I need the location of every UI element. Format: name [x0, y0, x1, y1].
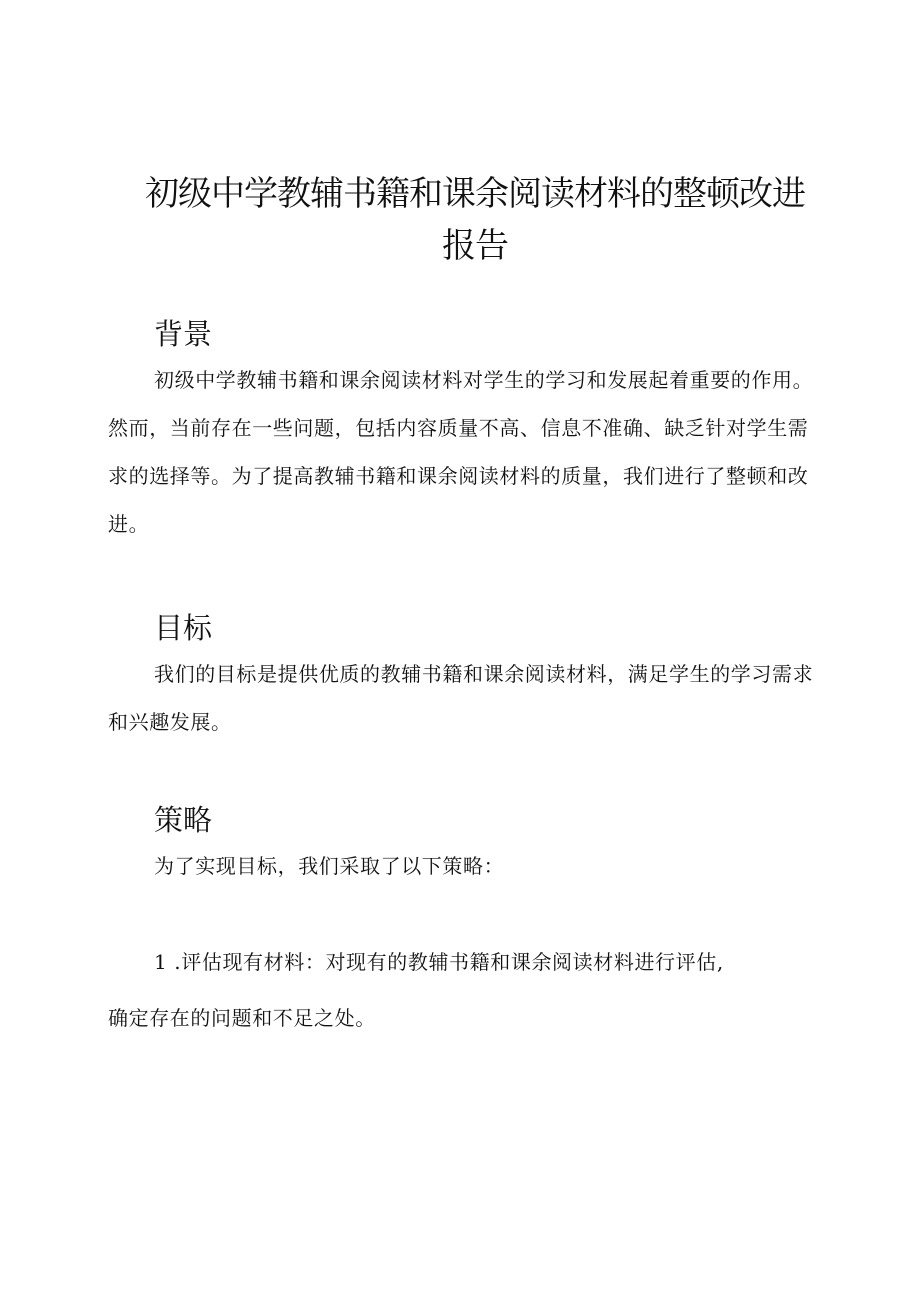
section-heading: 背景 [154, 317, 213, 351]
section-paragraph: 初级中学教辅书籍和课余阅读材料对学生的学习和发展起着重要的作用。然而，当前存在一些问题，包括内容质量不高、信息不准确、缺乏针对学生需求的选择等。为了提高教辅书籍和课余阅读材料的质量，我们进行了整顿和改进。 [108, 368, 814, 536]
section-heading: 目标 [154, 611, 213, 645]
list-item-line-1 [108, 934, 824, 990]
section-strategy [108, 802, 824, 1046]
document-title: 初级中学教辅书籍和课余阅读材料的整顿改进报告 [145, 174, 805, 266]
section-paragraph: 我们的目标是提供优质的教辅书籍和课余阅读材料，满足学生的学习需求和兴趣发展。 [108, 662, 814, 734]
list-item [108, 934, 824, 1046]
section-background [108, 316, 824, 548]
section-heading: 策略 [154, 803, 213, 837]
section-goal [108, 610, 824, 746]
list-item-number: 1 [154, 950, 168, 974]
list-item-line-2: 确定存在的问题和不足之处。 [108, 1006, 376, 1030]
section-paragraph: 为了实现目标，我们采取了以下策略： [154, 854, 505, 878]
list-item-text: .评估现有材料：对现有的教辅书籍和课余阅读材料进行评估, [174, 950, 724, 974]
